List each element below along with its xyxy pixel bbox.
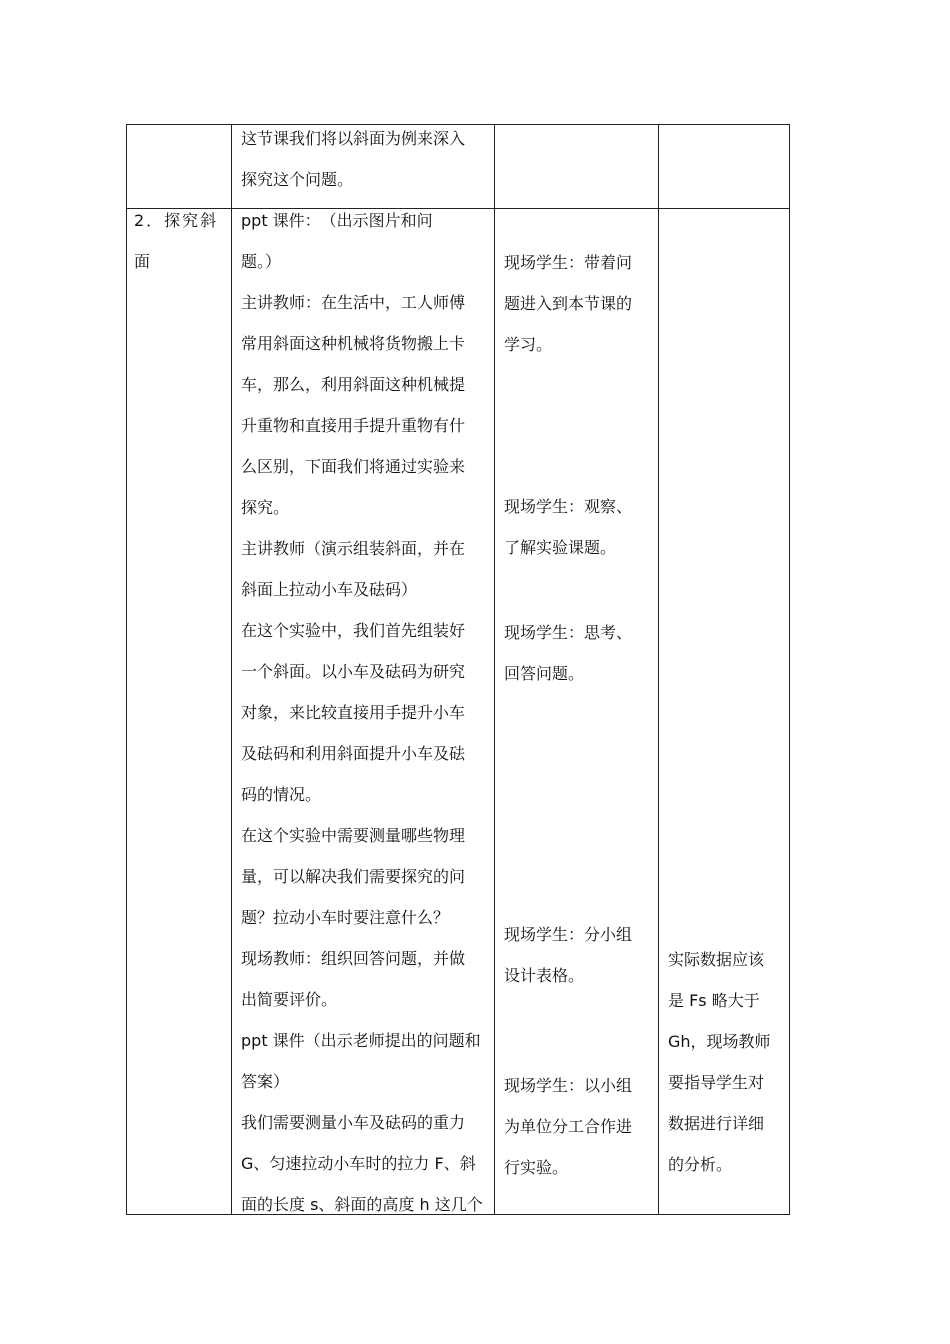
text-line: G、匀速拉动小车时的拉力 F、斜 [241,1154,476,1173]
text-line: 升重物和直接用手提升重物有什 [241,416,466,435]
text-line: 回答问题。 [504,664,585,683]
text-line: 行实验。 [504,1158,569,1177]
text-line: 面的长度 s、斜面的高度 h 这几个 [241,1195,483,1214]
text-line: 的分析。 [668,1155,733,1174]
text-line: Gh，现场教师 [668,1032,771,1051]
text-line: 要指导学生对 [668,1073,765,1092]
text-line: 码的情况。 [241,785,322,804]
student-activity-group [504,242,656,365]
text-line: 了解实验课题。 [504,538,617,557]
column-divider [494,124,495,1215]
text-line: 出简要评价。 [241,990,338,1009]
text-line: 现场教师：组织回答问题，并做 [241,949,466,968]
text-line: 现场学生：以小组 [504,1076,633,1095]
text-line: 常用斜面这种机械将货物搬上卡 [241,334,466,353]
row1-content-cell [241,118,491,200]
text-line: 设计表格。 [504,966,585,985]
text-line: 主讲教师（演示组装斜面，并在 [241,539,466,558]
section-label-line: 面 [134,252,153,271]
text-line: 这节课我们将以斜面为例来深入 [241,129,466,148]
lesson-table [126,124,790,1215]
section-label-cell [134,200,229,282]
student-activity-group [504,612,656,694]
text-line: 为单位分工合作进 [504,1117,633,1136]
text-line: 现场学生：思考、 [504,623,633,642]
text-line: 在这个实验中需要测量哪些物理 [241,826,466,845]
student-activity-group [504,914,656,996]
text-line: 我们需要测量小车及砝码的重力 [241,1113,466,1132]
text-line: 数据进行详细 [668,1114,765,1133]
text-line: 斜面上拉动小车及砝码） [241,580,418,599]
text-line: 么区别，下面我们将通过实验来 [241,457,466,476]
text-line: ppt 课件： （出示图片和问 [241,211,433,230]
notes-cell [668,939,786,1185]
text-line: 题？拉动小车时要注意什么？ [241,908,450,927]
text-line: ppt 课件（出示老师提出的问题和 [241,1031,481,1050]
text-line: 量，可以解决我们需要探究的问 [241,867,466,886]
text-line: 现场学生：带着问 [504,253,633,272]
column-divider [658,124,659,1215]
text-line: 在这个实验中，我们首先组装好 [241,621,466,640]
text-line: 对象，来比较直接用手提升小车 [241,703,466,722]
text-line: 探究。 [241,498,290,517]
text-line: 探究这个问题。 [241,170,354,189]
text-line: 车，那么，利用斜面这种机械提 [241,375,466,394]
text-line: 题。） [241,252,282,271]
lesson-content-cell [241,200,493,1225]
column-divider [231,124,232,1215]
text-line: 学习。 [504,335,553,354]
table-border-left [126,124,127,1215]
text-line: 答案） [241,1072,290,1091]
text-line: 及砝码和利用斜面提升小车及砝 [241,744,466,763]
text-line: 是 Fs 略大于 [668,991,760,1010]
text-line: 主讲教师：在生活中，工人师傅 [241,293,466,312]
table-border-right [789,124,790,1215]
text-line: 现场学生：观察、 [504,497,633,516]
text-line: 现场学生：分小组 [504,925,633,944]
section-label-line: 2．探究斜 [134,211,219,230]
text-line: 题进入到本节课的 [504,294,633,313]
text-line: 一个斜面。以小车及砝码为研究 [241,662,466,681]
text-line: 实际数据应该 [668,950,765,969]
student-activity-group [504,486,656,568]
student-activity-group [504,1065,656,1188]
